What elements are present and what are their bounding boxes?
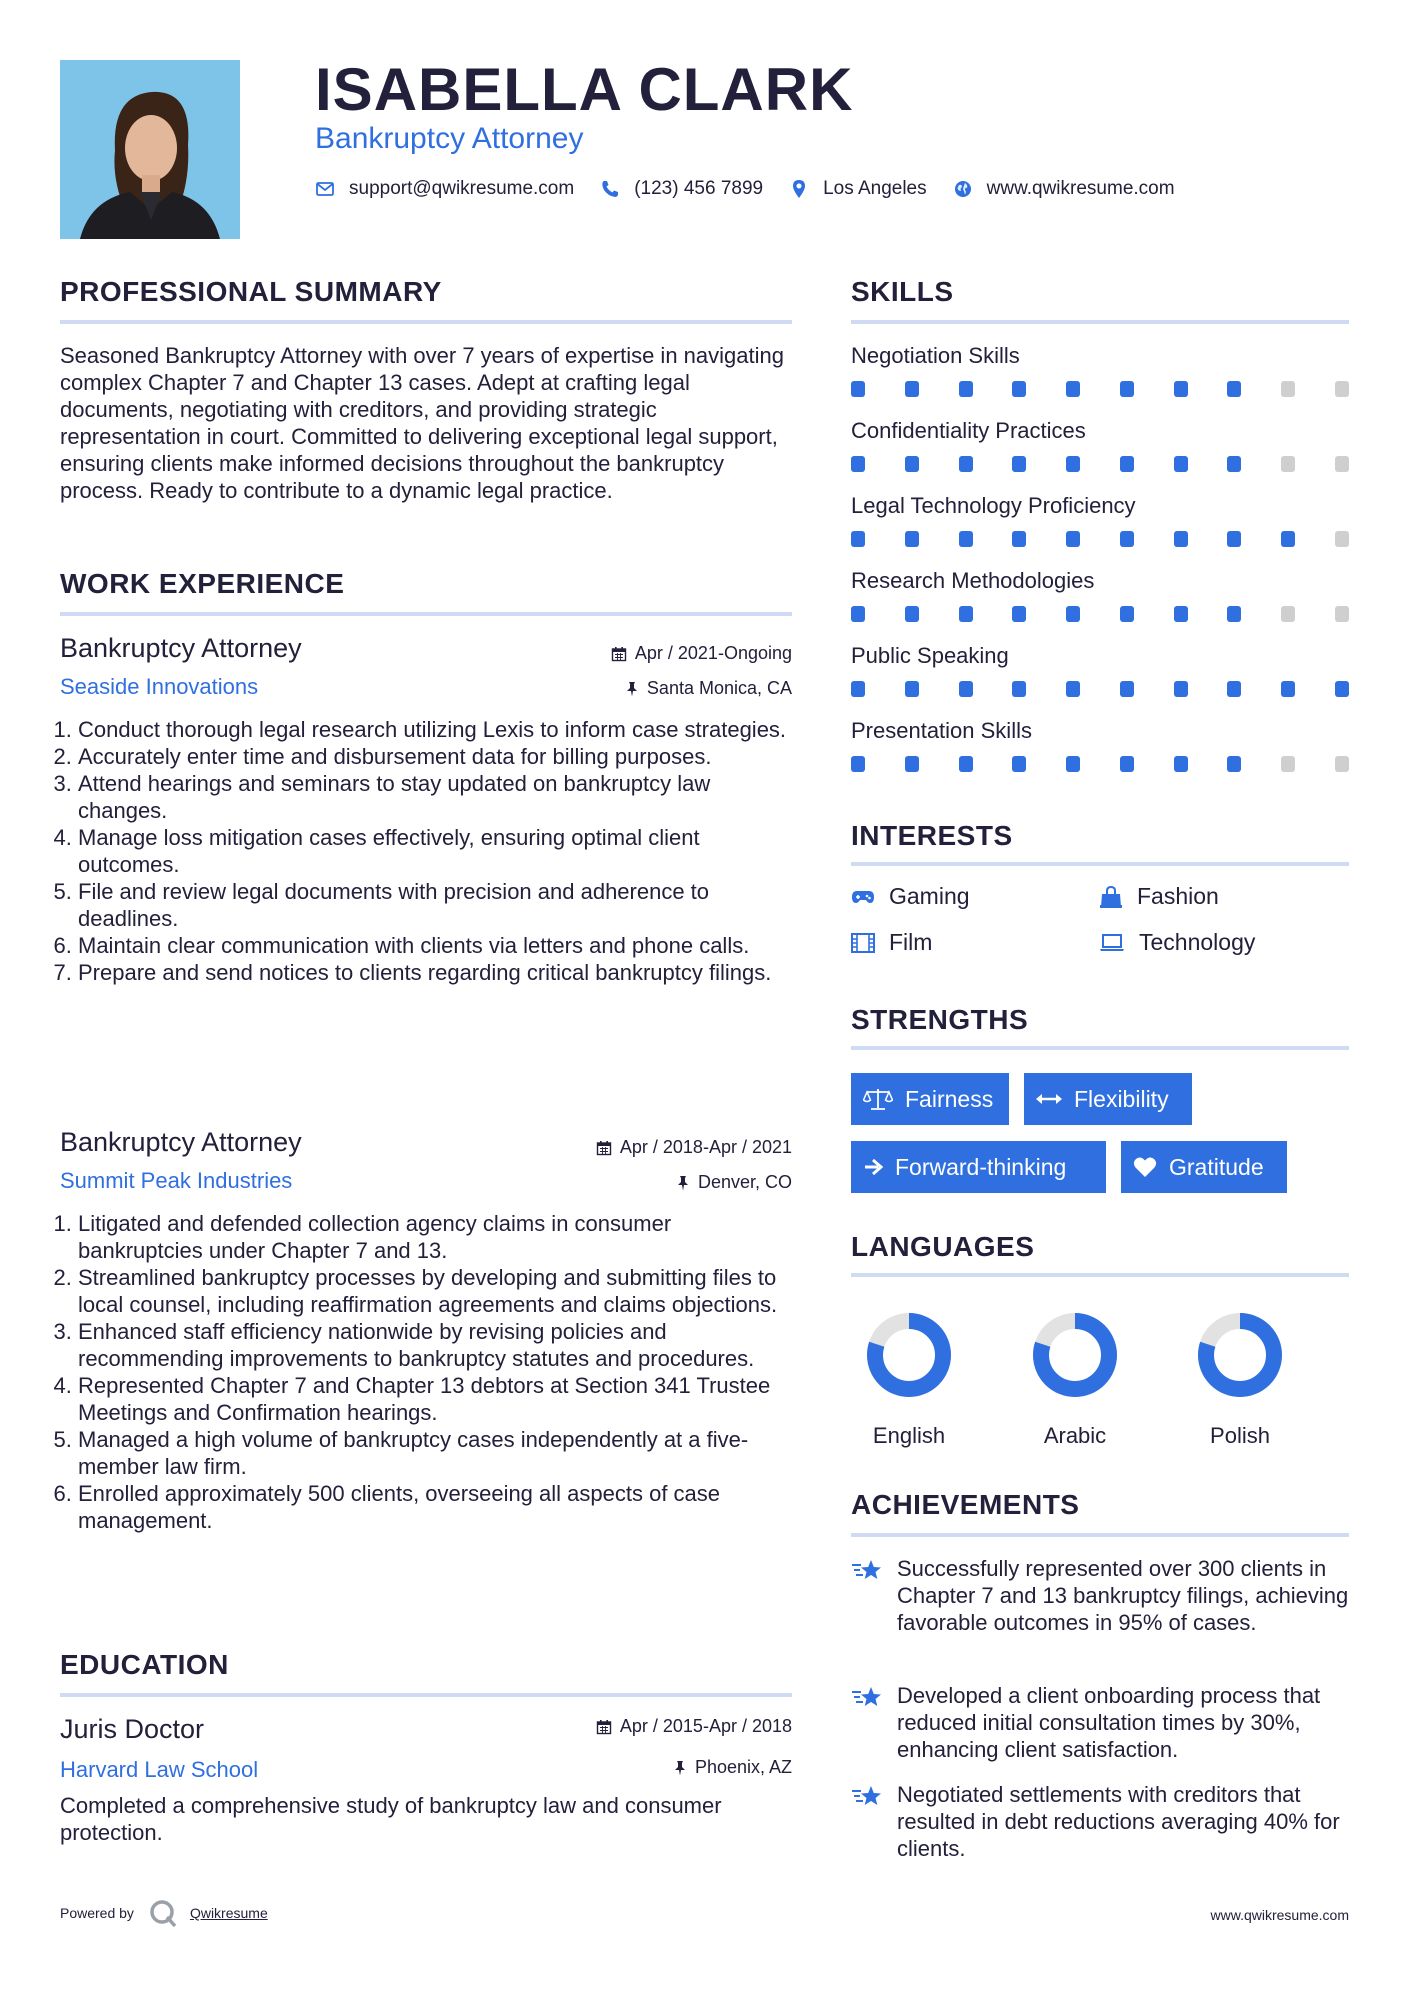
interests-heading: INTERESTS (851, 820, 1013, 851)
profile-photo (60, 60, 240, 239)
interest-label: Film (889, 929, 933, 955)
arrows-horizontal-icon (1036, 1092, 1062, 1106)
interest-fashion (1099, 883, 1219, 910)
summary-text: Seasoned Bankruptcy Attorney with over 7 years of expertise in navigating complex Chapter 7 and Chapter 13 cases. Adept at crafting legal documents, negotiating with creditors, and providing strategic representation in court. Committed to delivering exceptional legal support, ensuring clients make informed decisions throughout the bankruptcy process. Ready to contribute to a dynamic legal practice. (60, 343, 784, 503)
rating-dot-filled (1227, 606, 1241, 622)
interest-label: Technology (1139, 929, 1256, 955)
rating-dot-filled (1120, 531, 1134, 547)
summary-divider (60, 320, 792, 324)
education-date (596, 1716, 792, 1737)
skill-name: Research Methodologies (851, 568, 1095, 593)
list-item: 4. Manage loss mitigation cases effectively, ensuring optimal client outcomes. (78, 824, 792, 878)
gamepad-icon (851, 888, 875, 906)
list-item: 1. Conduct thorough legal research utilizing Lexis to inform case strategies. (78, 716, 792, 743)
skills-heading: SKILLS (851, 276, 954, 307)
job-date (611, 643, 792, 664)
languages-divider (851, 1273, 1349, 1277)
language-donut (1030, 1310, 1120, 1400)
job-bullets (60, 716, 792, 986)
rating-dot-filled (1066, 381, 1080, 397)
list-item: 1. Litigated and defended collection agency claims in consumer bankruptcies under Chapter 7 and 13. (78, 1210, 792, 1264)
rating-dot-filled (851, 606, 865, 622)
rating-dot-filled (1066, 756, 1080, 772)
laptop-icon (1099, 934, 1125, 952)
globe-icon (953, 179, 973, 199)
powered-by-text: Powered by (60, 1905, 134, 1921)
rating-dot-empty (1335, 756, 1349, 772)
balance-scale-icon (863, 1087, 893, 1111)
job-location (676, 1172, 792, 1193)
pushpin-icon (625, 681, 639, 697)
list-item: 5. File and review legal documents with precision and adherence to deadlines. (78, 878, 792, 932)
education-location (673, 1757, 792, 1778)
strength-tag-forward-thinking (851, 1141, 1106, 1193)
strength-label: Gratitude (1169, 1153, 1264, 1180)
interest-film (851, 929, 932, 956)
achievement-item (851, 1682, 1349, 1763)
rating-dot-filled (1227, 531, 1241, 547)
arrow-right-icon (863, 1157, 883, 1177)
job-location-text: Santa Monica, CA (646, 678, 792, 698)
school-name: Harvard Law School (60, 1757, 259, 1782)
rating-dot-filled (959, 681, 973, 697)
rating-dot-filled (1281, 531, 1295, 547)
strengths-heading: STRENGTHS (851, 1004, 1029, 1035)
rating-dot-filled (905, 606, 919, 622)
achievement-text: Developed a client onboarding process that reduced initial consultation times by 30%, enhancing client satisfaction. (897, 1683, 1321, 1762)
phone-text: (123) 456 7899 (634, 178, 764, 199)
experience-heading: WORK EXPERIENCE (60, 568, 345, 599)
education-date-text: Apr / 2015-Apr / 2018 (619, 1716, 792, 1736)
rating-dot-filled (1120, 756, 1134, 772)
rating-dot-filled (1120, 456, 1134, 472)
rating-dot-empty (1335, 456, 1349, 472)
strength-label: Fairness (905, 1085, 994, 1112)
skill-name: Presentation Skills (851, 718, 1032, 743)
rating-dot-filled (959, 756, 973, 772)
rating-dot-filled (905, 681, 919, 697)
language-item (1180, 1310, 1300, 1449)
rating-dot-filled (959, 606, 973, 622)
list-item: 6. Maintain clear communication with clients via letters and phone calls. (78, 932, 792, 959)
rating-dot-filled (1066, 681, 1080, 697)
person-silhouette-icon (60, 60, 240, 239)
contact-bar (315, 178, 1201, 200)
shooting-star-icon (851, 1684, 885, 1712)
shooting-star-icon (851, 1557, 885, 1585)
rating-dot-filled (1281, 681, 1295, 697)
achievements-divider (851, 1533, 1349, 1537)
rating-dot-filled (851, 381, 865, 397)
candidate-name: ISABELLA CLARK (315, 56, 854, 123)
rating-dot-empty (1335, 606, 1349, 622)
rating-dot-empty (1281, 606, 1295, 622)
rating-dot-filled (959, 381, 973, 397)
job-title: Bankruptcy Attorney (60, 633, 302, 663)
language-donut (1195, 1310, 1285, 1400)
achievements-heading: ACHIEVEMENTS (851, 1489, 1080, 1520)
interest-technology (1099, 929, 1255, 956)
contact-email[interactable] (315, 178, 574, 200)
language-donut (864, 1310, 954, 1400)
rating-dot-filled (1012, 381, 1026, 397)
pushpin-icon (676, 1175, 690, 1191)
website-text: www.qwikresume.com (986, 178, 1175, 199)
strength-tag-fairness (851, 1073, 1009, 1125)
language-name: English (872, 1423, 946, 1448)
calendar-icon (596, 1140, 612, 1156)
rating-dot-filled (1012, 531, 1026, 547)
map-pin-icon (789, 179, 809, 199)
rating-dot-filled (959, 531, 973, 547)
strength-tag-gratitude (1121, 1141, 1287, 1193)
rating-dot-filled (1120, 681, 1134, 697)
rating-dot-filled (1227, 456, 1241, 472)
language-item (1015, 1310, 1135, 1449)
list-item: 3. Attend hearings and seminars to stay updated on bankruptcy law changes. (78, 770, 792, 824)
skill-rating (851, 456, 1349, 474)
rating-dot-filled (959, 456, 973, 472)
list-item: 7. Prepare and send notices to clients regarding critical bankruptcy filings. (78, 959, 792, 986)
achievement-text: Negotiated settlements with creditors that resulted in debt reductions averaging 40% for clients. (897, 1782, 1340, 1861)
rating-dot-filled (1227, 756, 1241, 772)
heart-icon (1133, 1156, 1157, 1178)
calendar-icon (596, 1719, 612, 1735)
rating-dot-filled (1012, 606, 1026, 622)
rating-dot-filled (1174, 756, 1188, 772)
skill-rating (851, 681, 1349, 699)
skill-rating (851, 606, 1349, 624)
rating-dot-filled (1174, 606, 1188, 622)
list-item: 4. Represented Chapter 7 and Chapter 13 debtors at Section 341 Trustee Meetings and Confirmation hearings. (78, 1372, 792, 1426)
rating-dot-filled (1335, 681, 1349, 697)
rating-dot-filled (905, 456, 919, 472)
list-item: 3. Enhanced staff efficiency nationwide by revising policies and recommending improvements to bankruptcy statutes and procedures. (78, 1318, 792, 1372)
rating-dot-filled (1120, 381, 1134, 397)
qwikresume-logo-icon (148, 1898, 178, 1928)
rating-dot-empty (1335, 381, 1349, 397)
language-name: Arabic (1043, 1423, 1107, 1448)
strength-label: Forward-thinking (895, 1153, 1067, 1180)
list-item: 2. Streamlined bankruptcy processes by developing and submitting files to local counsel, including reaffirmation agreements and claims objections. (78, 1264, 792, 1318)
language-item (849, 1310, 969, 1449)
achievement-item (851, 1555, 1349, 1636)
summary-heading: PROFESSIONAL SUMMARY (60, 276, 442, 307)
achievement-text: Successfully represented over 300 clients in Chapter 7 and 13 bankruptcy filings, achieving favorable outcomes in 95% of cases. (897, 1556, 1349, 1635)
job-date (596, 1137, 792, 1158)
interest-label: Fashion (1137, 883, 1219, 909)
candidate-role: Bankruptcy Attorney (315, 122, 584, 155)
skill-name: Legal Technology Proficiency (851, 493, 1136, 518)
skill-rating (851, 756, 1349, 774)
degree-title: Juris Doctor (60, 1714, 205, 1744)
skill-name: Negotiation Skills (851, 343, 1020, 368)
footer-website[interactable]: www.qwikresume.com (1210, 1907, 1349, 1923)
strengths-divider (851, 1046, 1349, 1050)
rating-dot-empty (1281, 381, 1295, 397)
rating-dot-empty (1281, 456, 1295, 472)
rating-dot-filled (905, 381, 919, 397)
job-company: Seaside Innovations (60, 674, 259, 699)
rating-dot-filled (905, 531, 919, 547)
education-location-text: Phoenix, AZ (694, 1757, 792, 1777)
skills-divider (851, 320, 1349, 324)
education-description: Completed a comprehensive study of bankruptcy law and consumer protection. (60, 1793, 722, 1845)
shopping-bag-icon (1099, 886, 1123, 908)
rating-dot-filled (851, 531, 865, 547)
skill-name: Confidentiality Practices (851, 418, 1086, 443)
job-date-text: Apr / 2018-Apr / 2021 (619, 1137, 792, 1157)
brand-link[interactable]: Qwikresume (189, 1905, 268, 1921)
rating-dot-filled (1120, 606, 1134, 622)
film-icon (851, 933, 875, 953)
email-text: support@qwikresume.com (349, 178, 575, 199)
education-heading: EDUCATION (60, 1649, 229, 1680)
pushpin-icon (673, 1760, 687, 1776)
interest-gaming (851, 883, 970, 910)
education-divider (60, 1693, 792, 1697)
list-item: 2. Accurately enter time and disbursement data for billing purposes. (78, 743, 792, 770)
languages-heading: LANGUAGES (851, 1231, 1035, 1262)
job-location-text: Denver, CO (697, 1172, 792, 1192)
rating-dot-empty (1335, 531, 1349, 547)
rating-dot-filled (1066, 456, 1080, 472)
job-title: Bankruptcy Attorney (60, 1127, 302, 1157)
job-location (625, 678, 792, 699)
calendar-icon (611, 646, 627, 662)
rating-dot-filled (1174, 381, 1188, 397)
achievement-item (851, 1781, 1349, 1862)
rating-dot-filled (1012, 681, 1026, 697)
job-date-text: Apr / 2021-Ongoing (634, 643, 792, 663)
skill-name: Public Speaking (851, 643, 1009, 668)
location-text: Los Angeles (823, 178, 927, 199)
rating-dot-filled (1066, 531, 1080, 547)
rating-dot-filled (1227, 681, 1241, 697)
rating-dot-filled (851, 756, 865, 772)
skill-rating (851, 381, 1349, 399)
strength-label: Flexibility (1074, 1085, 1169, 1112)
experience-divider (60, 612, 792, 616)
rating-dot-filled (1012, 456, 1026, 472)
contact-phone[interactable] (600, 178, 763, 200)
contact-website[interactable] (953, 178, 1175, 200)
rating-dot-filled (1066, 606, 1080, 622)
rating-dot-filled (851, 456, 865, 472)
shooting-star-icon (851, 1783, 885, 1811)
rating-dot-filled (905, 756, 919, 772)
language-name: Polish (1210, 1423, 1270, 1448)
rating-dot-filled (1174, 456, 1188, 472)
rating-dot-filled (851, 681, 865, 697)
job-bullets (60, 1210, 792, 1534)
rating-dot-empty (1281, 756, 1295, 772)
job-company: Summit Peak Industries (60, 1168, 293, 1193)
strength-tag-flexibility (1024, 1073, 1192, 1125)
rating-dot-filled (1174, 681, 1188, 697)
rating-dot-filled (1174, 531, 1188, 547)
phone-icon (600, 179, 620, 199)
skill-rating (851, 531, 1349, 549)
interest-label: Gaming (889, 883, 970, 909)
rating-dot-filled (1012, 756, 1026, 772)
interests-divider (851, 862, 1349, 866)
envelope-icon (315, 179, 335, 199)
rating-dot-filled (1227, 381, 1241, 397)
list-item: 6. Enrolled approximately 500 clients, overseeing all aspects of case management. (78, 1480, 792, 1534)
list-item: 5. Managed a high volume of bankruptcy cases independently at a five-member law firm. (78, 1426, 792, 1480)
contact-location (789, 178, 927, 200)
footer-powered-by (60, 1898, 268, 1928)
